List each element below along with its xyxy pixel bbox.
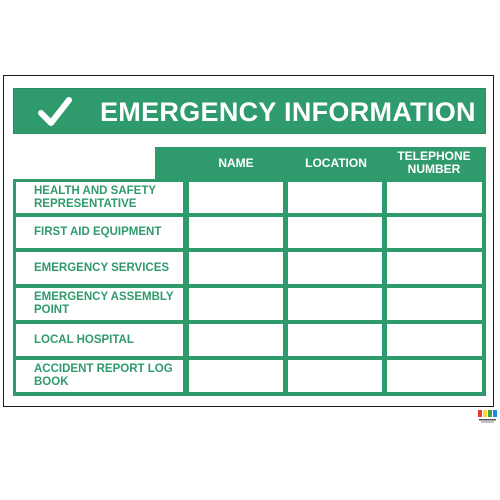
- cell-telephone[interactable]: [387, 324, 482, 356]
- cell-name[interactable]: [189, 182, 283, 213]
- row-label: FIRST AID EQUIPMENT: [16, 217, 183, 248]
- cell-location[interactable]: [288, 360, 382, 392]
- cell-telephone[interactable]: [387, 360, 482, 392]
- information-table: [13, 147, 486, 396]
- cell-telephone[interactable]: [387, 288, 482, 320]
- cell-telephone[interactable]: [387, 252, 482, 284]
- cell-location[interactable]: [288, 182, 382, 213]
- cell-location[interactable]: [288, 288, 382, 320]
- column-header-name: NAME: [218, 155, 254, 170]
- sign-title: EMERGENCY INFORMATION: [100, 97, 476, 127]
- emergency-information-sign: [3, 75, 494, 407]
- checkmark-icon: [38, 95, 72, 129]
- row-label: ACCIDENT REPORT LOG BOOK: [16, 360, 183, 392]
- cell-telephone[interactable]: [387, 182, 482, 213]
- cell-name[interactable]: [189, 288, 283, 320]
- cell-name[interactable]: [189, 252, 283, 284]
- cell-name[interactable]: [189, 217, 283, 248]
- row-label: EMERGENCY ASSEMBLY POINT: [16, 288, 183, 320]
- cell-name[interactable]: [189, 360, 283, 392]
- cell-name[interactable]: [189, 324, 283, 356]
- cell-location[interactable]: [288, 252, 382, 284]
- cell-location[interactable]: [288, 217, 382, 248]
- cell-telephone[interactable]: [387, 217, 482, 248]
- row-label: LOCAL HOSPITAL: [16, 324, 183, 356]
- column-header-telephone: TELEPHONE NUMBER: [397, 149, 471, 176]
- table-body: [13, 179, 486, 396]
- cell-location[interactable]: [288, 324, 382, 356]
- title-bar: [13, 88, 486, 134]
- row-label: HEALTH AND SAFETY REPRESENTATIVE: [16, 182, 183, 213]
- brand-logo: [478, 410, 497, 424]
- column-header-location: LOCATION: [305, 155, 367, 170]
- row-label: EMERGENCY SERVICES: [16, 252, 183, 284]
